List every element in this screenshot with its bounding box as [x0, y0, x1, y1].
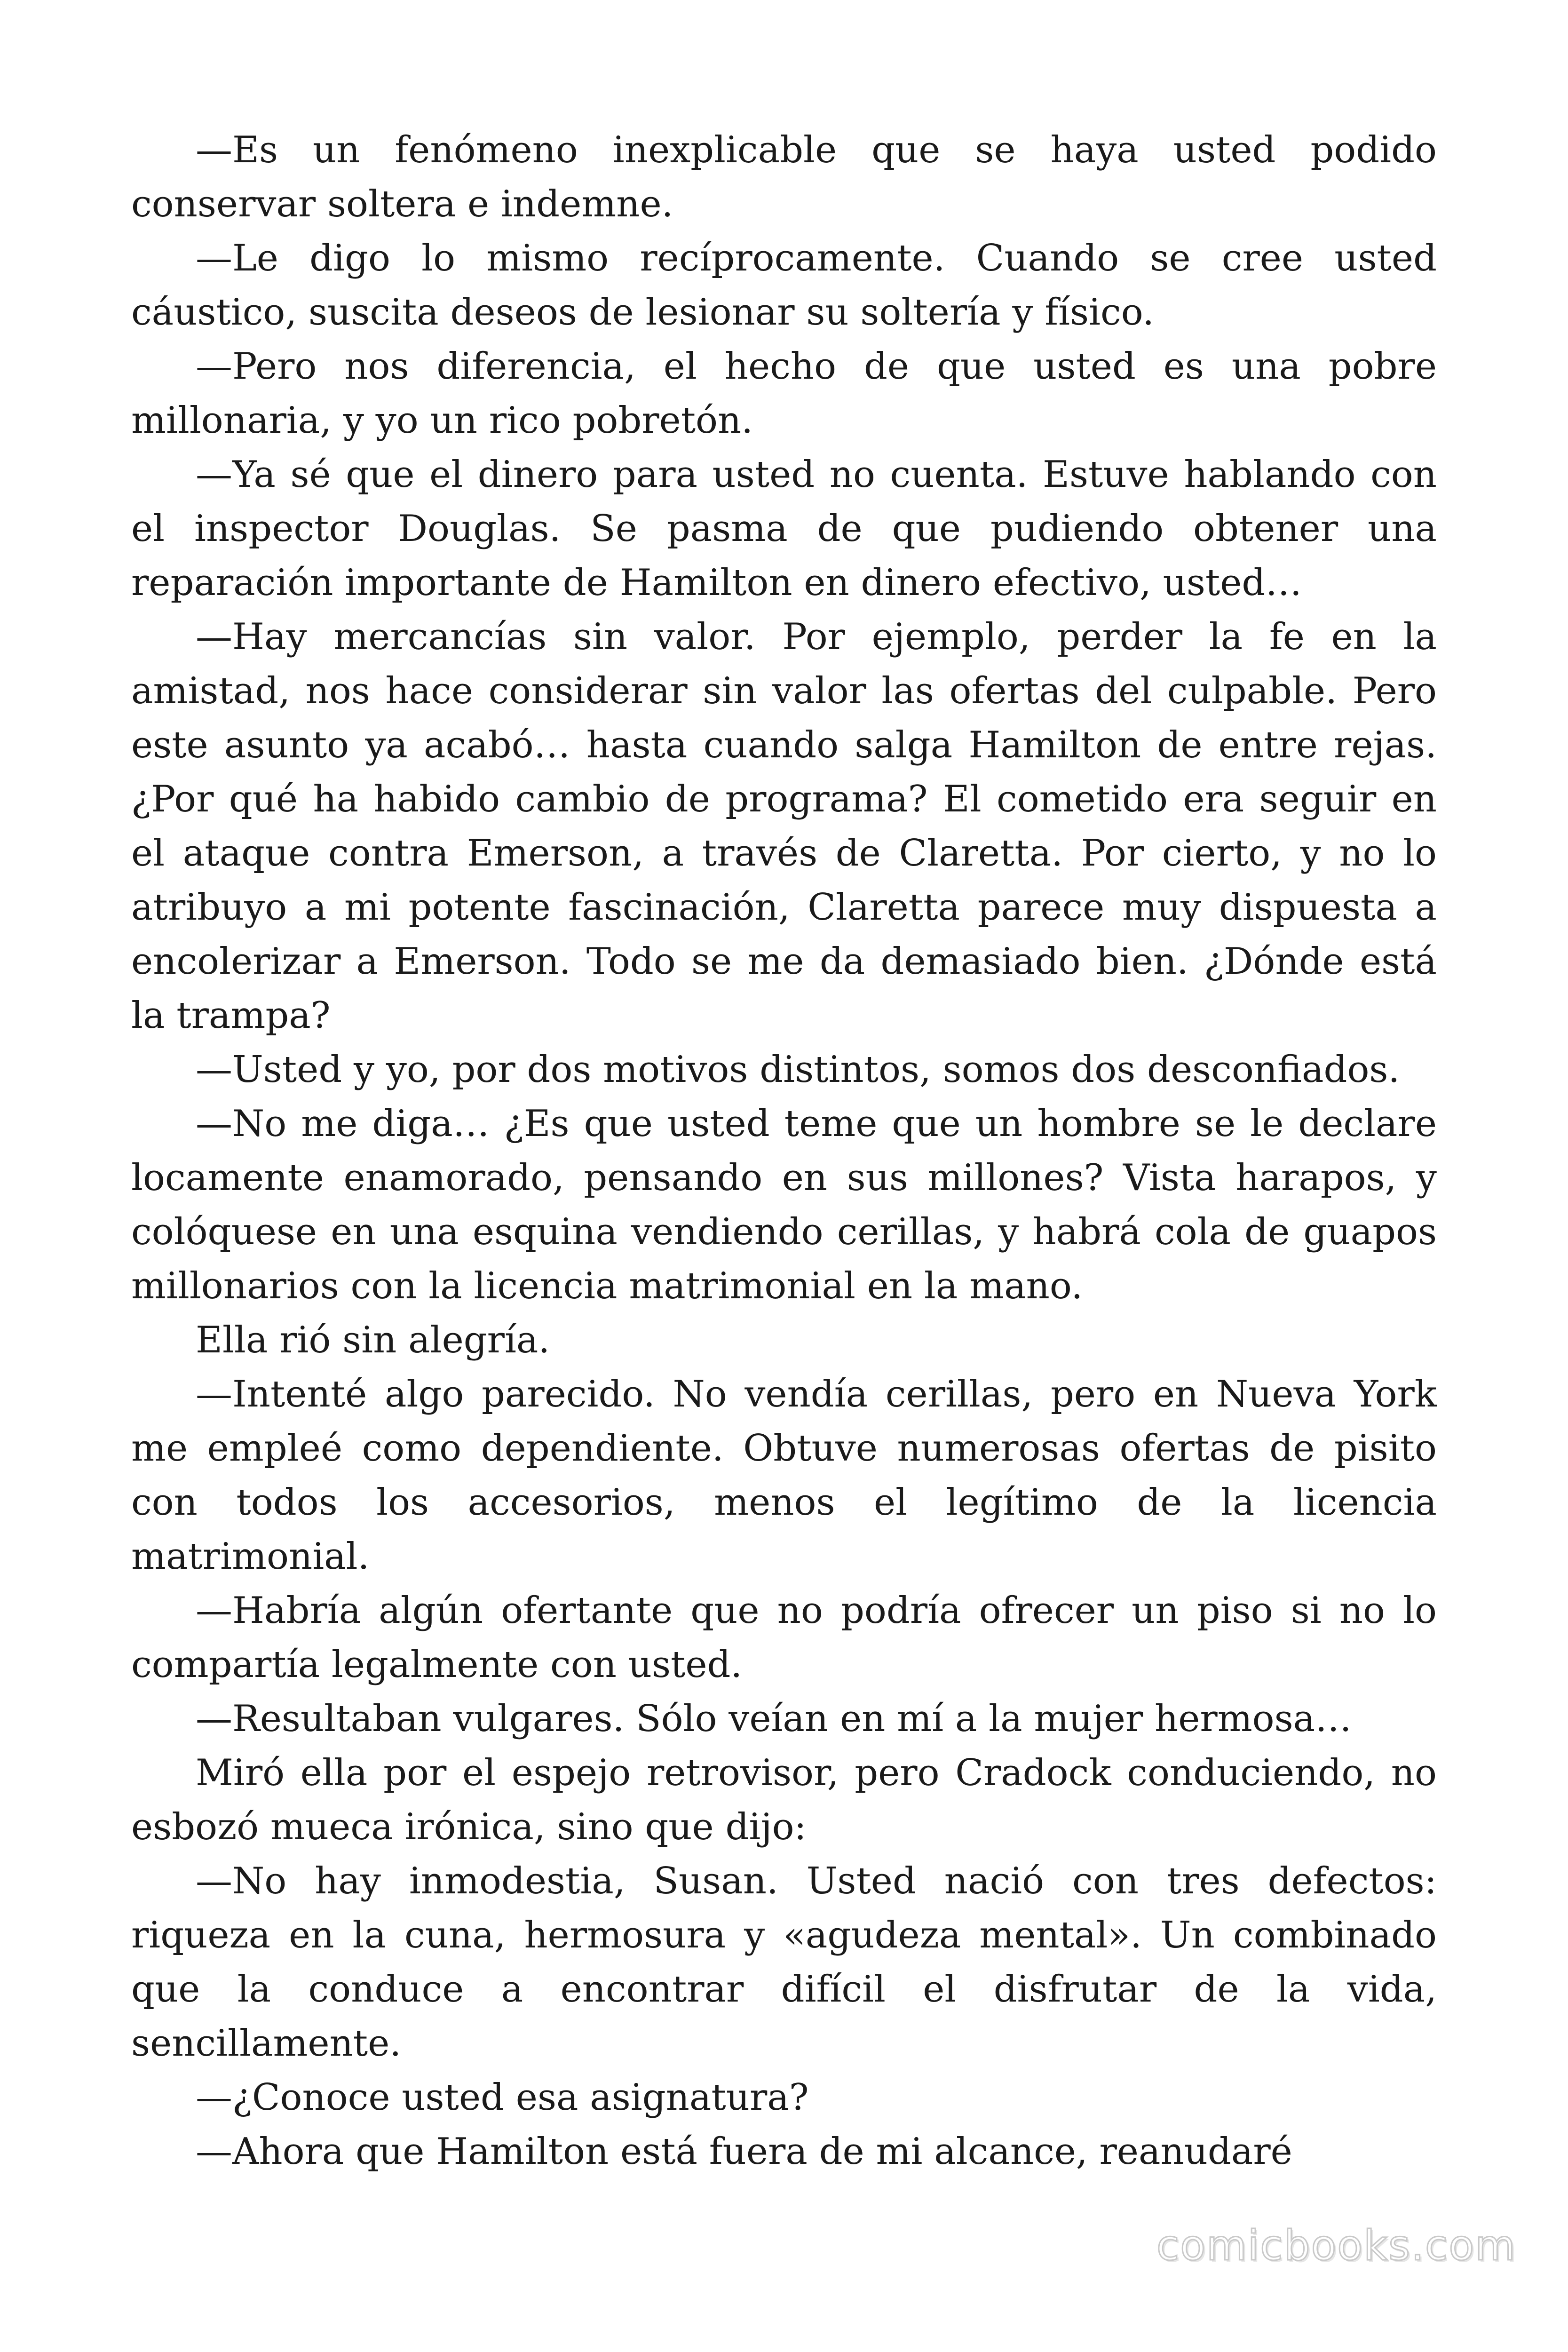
paragraph: —Pero nos diferencia, el hecho de que usted es una pobre millonaria, y yo un rico pobretón. [131, 345, 1437, 442]
paragraph: —Intenté algo parecido. No vendía cerillas, pero en Nueva York me empleé como dependiente. Obtuve numerosas ofertas de pisito con todos los accesorios, menos el legítimo de la licencia matrimonial. [131, 1373, 1437, 1578]
paragraph: —Es un fenómeno inexplicable que se haya usted podido conservar soltera e indemne. [131, 129, 1437, 225]
paragraph: Miró ella por el espejo retrovisor, pero Cradock conduciendo, no esbozó mueca irónica, sino que dijo: [131, 1752, 1437, 1848]
paragraph: —No me diga… ¿Es que usted teme que un hombre se le declare locamente enamorado, pensando en sus millones? Vista harapos, y colóquese en una esquina vendiendo cerillas, y habrá cola de guapos millonarios con la licencia matrimonial en la mano. [131, 1103, 1437, 1307]
paragraph: —No hay inmodestia, Susan. Usted nació con tres defectos: riqueza en la cuna, hermosura y «agudeza mental». Un combinado que la conduce a encontrar difícil el disfrutar de la vida, sencillamente. [131, 1860, 1437, 2065]
paragraph: —Le digo lo mismo recíprocamente. Cuando se cree usted cáustico, suscita deseos de lesionar su soltería y físico. [131, 237, 1437, 334]
page-body [131, 123, 1437, 2179]
paragraph: —Resultaban vulgares. Sólo veían en mí a la mujer hermosa… [196, 1698, 1352, 1740]
paragraph: —Ya sé que el dinero para usted no cuenta. Estuve hablando con el inspector Douglas. Se pasma de que pudiendo obtener una reparación importante de Hamilton en dinero efectivo, usted… [131, 453, 1437, 604]
paragraph: Ella rió sin alegría. [196, 1319, 550, 1361]
watermark: comicbooks.com [1156, 2221, 1516, 2270]
paragraph: —¿Conoce usted esa asignatura? [196, 2076, 809, 2119]
paragraph: —Habría algún ofertante que no podría ofrecer un piso si no lo compartía legalmente con usted. [131, 1589, 1437, 1686]
paragraph: —Hay mercancías sin valor. Por ejemplo, perder la fe en la amistad, nos hace considerar sin valor las ofertas del culpable. Pero este asunto ya acabó… hasta cuando salga Hamilton de entre rejas. ¿Por qué ha habido cambio de programa? El cometido era seguir en el ataque contra Emerson, a través de Claretta. Por cierto, y no lo atribuyo a mi potente fascinación, Claretta parece muy dispuesta a encolerizar a Emerson. Todo se me da demasiado bien. ¿Dónde está la trampa? [131, 616, 1437, 1037]
paragraph: —Usted y yo, por dos motivos distintos, somos dos desconfiados. [196, 1049, 1400, 1091]
paragraph: —Ahora que Hamilton está fuera de mi alcance, reanudaré [196, 2130, 1292, 2173]
